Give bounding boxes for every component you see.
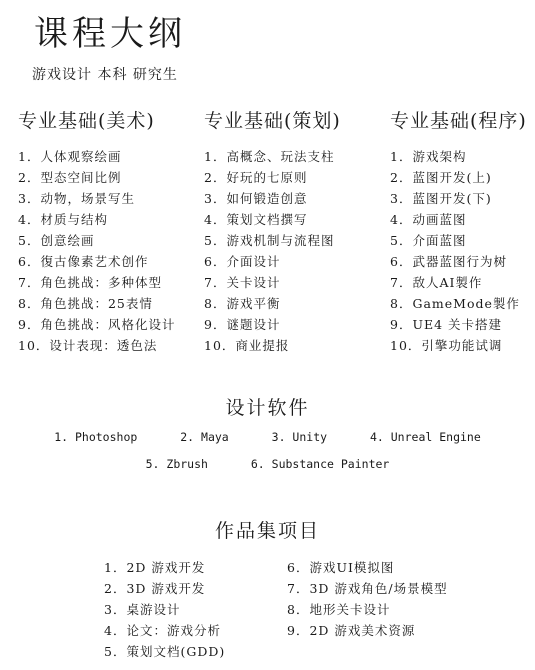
portfolio-list-left	[104, 557, 225, 662]
software-item: 1. Photoshop	[54, 430, 138, 444]
list-item: 7．角色挑战：多种体型	[18, 275, 162, 290]
list-item: 8．GameMode製作	[390, 296, 520, 311]
list-item: 1．高概念、玩法支柱	[204, 149, 335, 164]
list-item: 9．角色挑战：风格化设计	[18, 317, 176, 332]
software-item: 4. Unreal Engine	[369, 430, 481, 444]
list-item: 3．动物，场景写生	[18, 191, 135, 206]
design-foundation-list	[204, 146, 334, 356]
list-item: 7．3D 游戏角色/场景模型	[287, 581, 448, 596]
list-item: 5．策划文档(GDD)	[104, 644, 226, 659]
software-row-2	[0, 457, 535, 471]
list-item: 3．桌游设计	[104, 602, 181, 617]
page-title: 课程大纲	[34, 14, 186, 54]
list-item: 2．好玩的七原则	[204, 170, 308, 185]
programming-foundation-list	[390, 146, 520, 356]
list-item: 4．论文：游戏分析	[104, 623, 221, 638]
list-item: 8．地形关卡设计	[287, 602, 391, 617]
programming-foundation-heading: 专业基础(程序)	[390, 110, 527, 132]
list-item: 4．材质与结构	[18, 212, 108, 227]
software-item: 5. Zbrush	[145, 457, 208, 471]
list-item: 1．人体观察绘画	[18, 149, 122, 164]
list-item: 6．武器蓝图行为树	[390, 254, 507, 269]
list-item: 8．角色挑战：25表情	[18, 296, 153, 311]
list-item: 6．介面设计	[204, 254, 281, 269]
list-item: 6．游戏UI模拟图	[287, 560, 395, 575]
portfolio-heading: 作品集项目	[214, 520, 320, 542]
software-item: 3. Unity	[271, 430, 328, 444]
art-foundation-heading: 专业基础(美术)	[18, 110, 155, 132]
design-foundation-heading: 专业基础(策划)	[204, 110, 341, 132]
list-item: 1．游戏架构	[390, 149, 467, 164]
list-item: 2．型态空间比例	[18, 170, 122, 185]
list-item: 7．敌人AI製作	[390, 275, 483, 290]
software-row-1	[0, 430, 535, 444]
list-item: 5．游戏机制与流程图	[204, 233, 335, 248]
software-item: 6. Substance Painter	[250, 457, 390, 471]
list-item: 6．復古像素艺术创作	[18, 254, 149, 269]
list-item: 5．介面蓝图	[390, 233, 467, 248]
list-item: 4．动画蓝图	[390, 212, 467, 227]
list-item: 3．如何锻造创意	[204, 191, 308, 206]
software-heading: 设计软件	[225, 397, 310, 419]
art-foundation-list	[18, 146, 175, 356]
list-item: 5．创意绘画	[18, 233, 95, 248]
software-item: 2. Maya	[180, 430, 229, 444]
list-item: 10．设计表现：透色法	[18, 338, 158, 353]
portfolio-list-right	[287, 557, 448, 641]
list-item: 10．商业提报	[204, 338, 290, 353]
list-item: 2．蓝图开发(上)	[390, 170, 492, 185]
list-item: 3．蓝图开发(下)	[390, 191, 492, 206]
list-item: 7．关卡设计	[204, 275, 281, 290]
list-item: 4．策划文档撰写	[204, 212, 308, 227]
list-item: 9．谜题设计	[204, 317, 281, 332]
list-item: 9．UE4 关卡搭建	[390, 317, 503, 332]
list-item: 8．游戏平衡	[204, 296, 281, 311]
page-subtitle: 游戏设计 本科 研究生	[32, 67, 178, 83]
list-item: 1．2D 游戏开发	[104, 560, 206, 575]
list-item: 9．2D 游戏美术资源	[287, 623, 416, 638]
list-item: 10．引擎功能试调	[390, 338, 503, 353]
list-item: 2．3D 游戏开发	[104, 581, 206, 596]
